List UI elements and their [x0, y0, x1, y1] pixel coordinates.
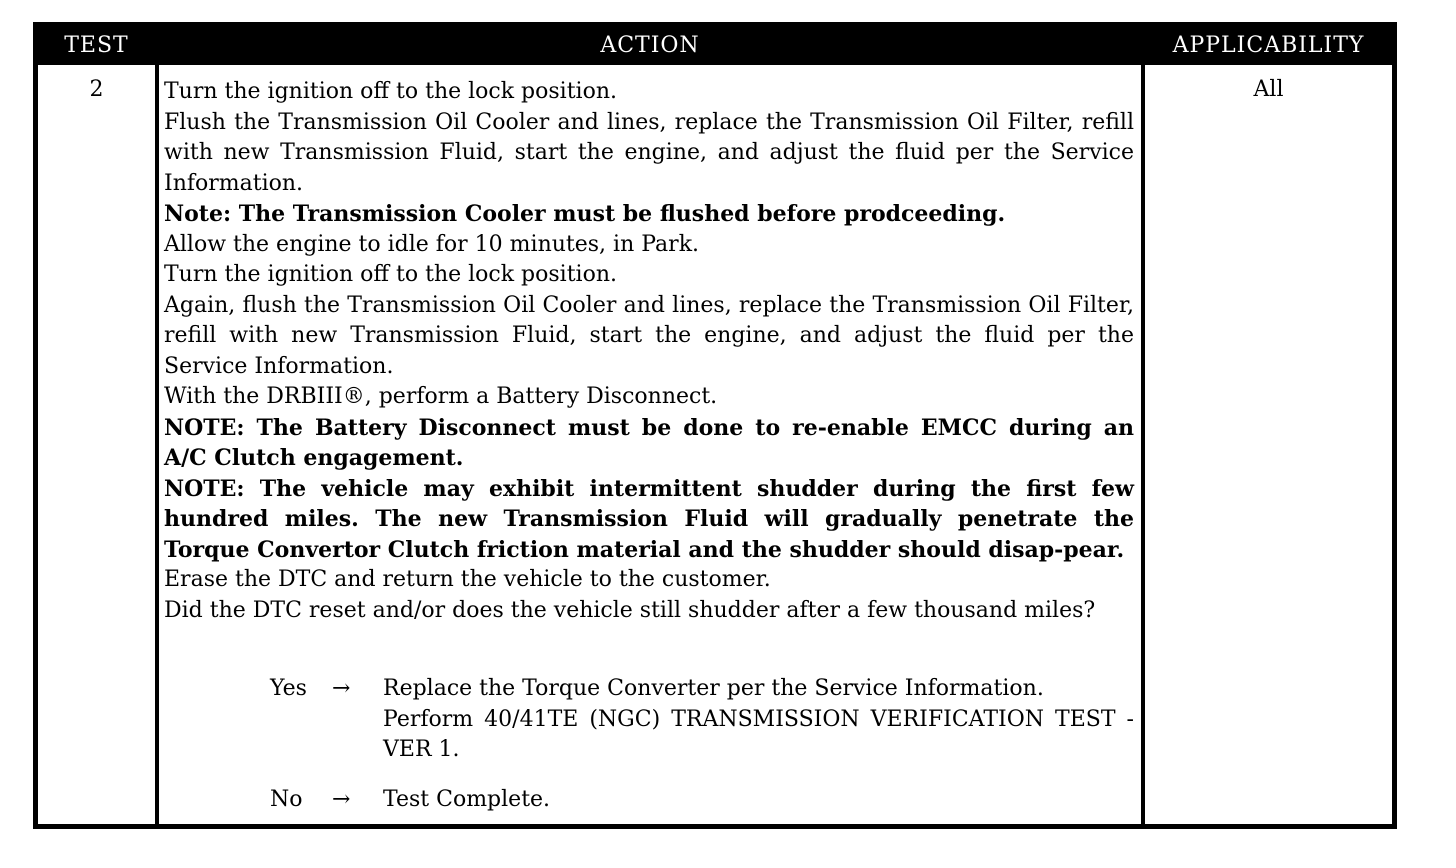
test-number: 2 — [89, 77, 104, 102]
header-test: TEST — [64, 33, 129, 58]
diagnostic-table — [33, 22, 1397, 829]
action-line: Erase the DTC and return the vehicle to the customer. — [164, 567, 771, 592]
action-line: Again, flush the Transmission Oil Cooler and lines, replace the Transmission Oil Filter, refill with new Transmission Fluid, start the engine, and adjust the fluid per the Service Information. — [164, 292, 1134, 379]
column-divider — [155, 65, 159, 824]
action-line: Turn the ignition off to the lock position. — [164, 79, 617, 104]
no-text: Test Complete. — [383, 787, 551, 812]
table-header — [38, 27, 1392, 65]
action-question: Did the DTC reset and/or does the vehicle still shudder after a few thousand miles? — [164, 597, 1096, 623]
column-divider — [1141, 65, 1145, 824]
action-line: Turn the ignition off to the lock position. — [164, 262, 617, 287]
no-label: No — [270, 787, 303, 812]
yes-verification: Perform 40/41TE (NGC) TRANSMISSION VERIFICATION TEST - VER 1. — [383, 706, 1134, 762]
action-note: Note: The Transmission Cooler must be flushed before prodceeding. — [164, 201, 1006, 227]
action-line: Flush the Transmission Oil Cooler and lines, replace the Transmission Oil Filter, refill with new Transmission Fluid, start the engine, and adjust the fluid per the Service Information. — [164, 109, 1134, 196]
action-note: NOTE: The vehicle may exhibit intermittent shudder during the first few hundred miles. The new Transmission Fluid will gradually penetrate the Torque Convertor Clutch friction material and the shudder should disap-pear. — [164, 475, 1134, 563]
yes-text — [383, 674, 1134, 766]
applicability-value: All — [1253, 77, 1284, 102]
arrow-icon: → — [332, 676, 351, 701]
header-applicability: APPLICABILITY — [1172, 33, 1365, 58]
header-action: ACTION — [600, 33, 700, 58]
arrow-icon: → — [332, 787, 351, 812]
yes-instruction: Replace the Torque Converter per the Service Information. — [383, 676, 1044, 701]
yes-label: Yes — [270, 676, 307, 701]
action-line: With the DRBIII®, perform a Battery Disconnect. — [164, 384, 718, 409]
action-text — [164, 77, 1134, 626]
action-line: Allow the engine to idle for 10 minutes, in Park. — [164, 231, 700, 257]
action-note: NOTE: The Battery Disconnect must be done to re-enable EMCC during an A/C Clutch engagement. — [164, 414, 1134, 471]
